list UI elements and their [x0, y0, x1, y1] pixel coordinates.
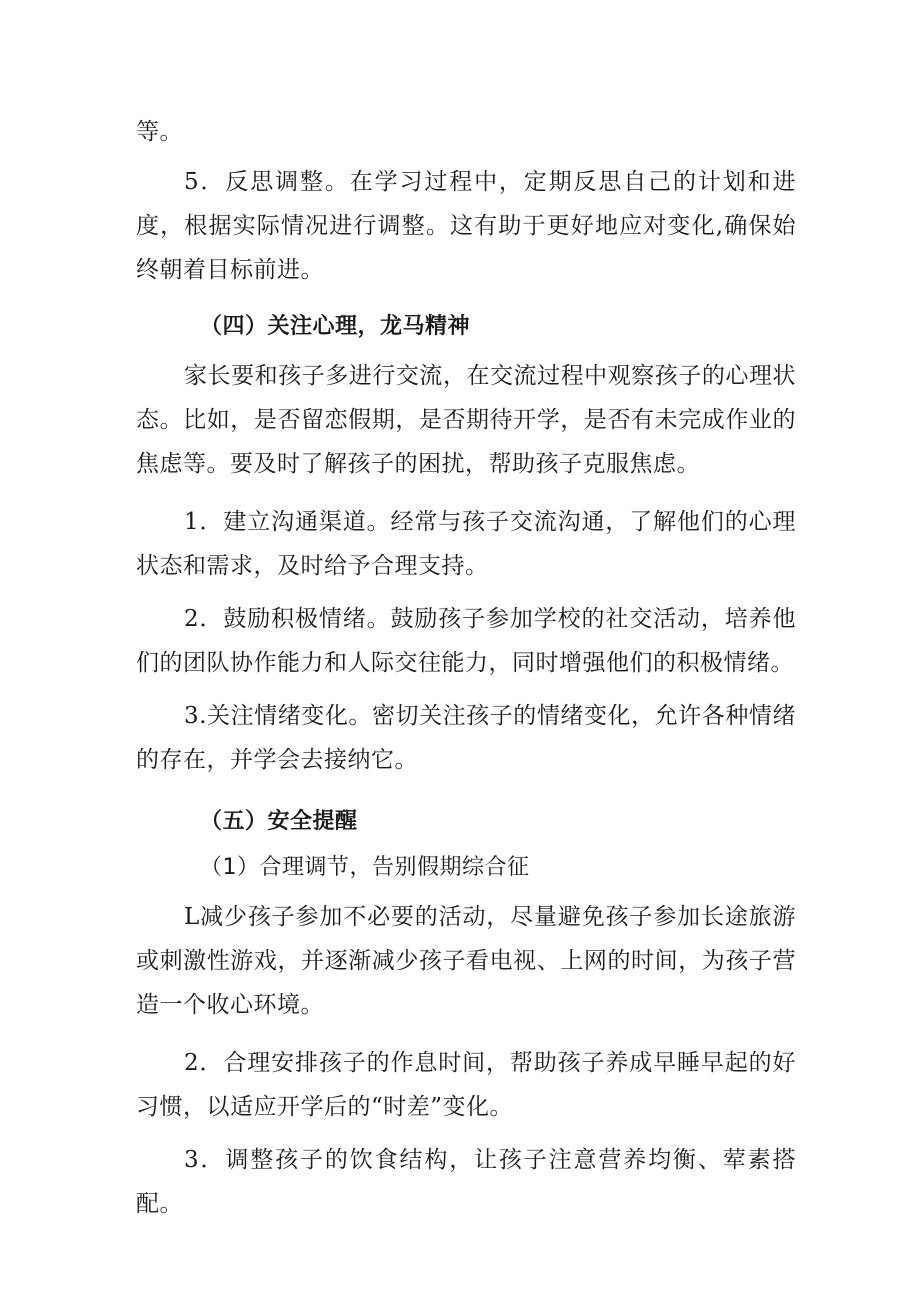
paragraph-diet: 3．调整孩子的饮食结构，让孩子注意营养均衡、荤素搭配。 — [136, 1147, 796, 1217]
paragraph-positive-emotion: 2．鼓励积极情绪。鼓励孩子参加学校的社交活动，培养他们的团队协作能力和人际交往能力，同时增强他们的积极情绪。 — [136, 606, 796, 676]
paragraph-schedule: 2．合理安排孩子的作息时间，帮助孩子养成早睡早起的好习惯，以适应开学后的“时差”变化。 — [136, 1050, 796, 1120]
section-heading-safety: （五）安全提醒 — [200, 809, 358, 834]
paragraph-emotion-change: 3.关注情绪变化。密切关注孩子的情绪变化，允许各种情绪的存在，并学会去接纳它。 — [136, 703, 796, 773]
section-heading-psychology: （四）关注心理，龙马精神 — [200, 314, 471, 339]
paragraph-parent-communication: 家长要和孩子多进行交流，在交流过程中观察孩子的心理状态。比如，是否留恋假期，是否期待开学，是否有未完成作业的焦虑等。要及时了解孩子的困扰，帮助孩子克服焦虑。 — [136, 363, 796, 477]
paragraph-continuation: 等。 — [136, 119, 183, 145]
paragraph-reduce-activities: L减少孩子参加不必要的活动，尽量避免孩子参加长途旅游或刺激性游戏，并逐渐减少孩子看电视、上网的时间，为孩子营造一个收心环境。 — [136, 904, 796, 1018]
subsection-heading-holiday-syndrome: （1）合理调节，告别假期综合征 — [200, 855, 530, 880]
paragraph-communication-channel: 1．建立沟通渠道。经常与孩子交流沟通，了解他们的心理状态和需求，及时给予合理支持。 — [136, 509, 796, 579]
paragraph-reflect-adjust: 5．反思调整。在学习过程中，定期反思自己的计划和进度，根据实际情况进行调整。这有助于更好地应对变化,确保始终朝着目标前进。 — [136, 169, 796, 283]
